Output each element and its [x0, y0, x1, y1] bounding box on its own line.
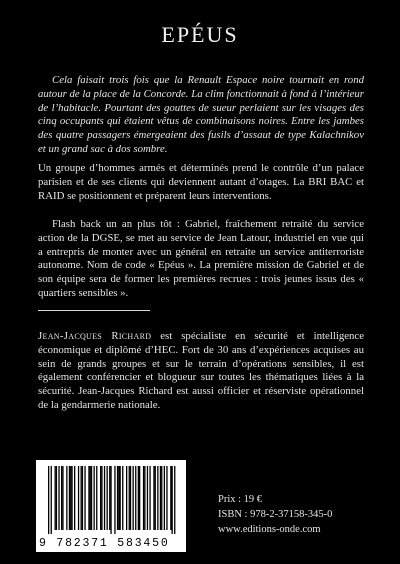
barcode-bar: [153, 466, 154, 530]
publisher-website: www.editions-onde.com: [218, 524, 321, 535]
barcode-bar: [78, 466, 79, 530]
intro-excerpt: Cela faisait trois fois que la Renault Espace noire tournait en rond autour de la place de la Concorde. La clim fonctionnait à fond à l’intérieur de l’habitacle. Pourtant des gouttes de sueur perlaient sur les visages des cinq occupants qui étaient vêtus de combinaisons noires. Entre les jambes des quatre passagers émergeaient des fusils d’assaut de type Kalachnikov et un grand sac à dos sombre.: [38, 74, 364, 155]
barcode-bar: [100, 466, 101, 530]
barcode-bar: [161, 466, 162, 530]
barcode-bar: [118, 466, 119, 530]
barcode-bar: [170, 466, 171, 530]
barcode-bar: [126, 466, 127, 530]
barcode-bar: [48, 466, 49, 534]
barcode-bar: [66, 466, 67, 530]
synopsis-paragraph-2: Flash back un an plus tôt : Gabriel, fraîchement retraité du service action de la DGSE, se met au service de Jean Latour, industriel en vue qui a entrepris de monter avec un général en retraite un service antiterroriste autonome. Nom de code « Epéus ». La première mission de Gabriel et de son équipe sera de former les premières recrues : trois jeunes issus des « quartiers sensibles ».: [38, 218, 364, 299]
barcode-bar: [104, 466, 105, 530]
barcode-bar: [157, 466, 158, 530]
book-title: EPÉUS: [161, 22, 239, 47]
barcode-bar: [160, 466, 161, 530]
barcode-bar: [82, 466, 83, 530]
barcode-bar: [139, 466, 140, 530]
barcode-bar: [55, 466, 56, 530]
barcode-digits: 9 782371 583450: [39, 537, 170, 550]
section-divider: [38, 310, 150, 311]
barcode-bar: [58, 466, 59, 530]
barcode-bar: [84, 466, 85, 530]
barcode-bar: [172, 466, 173, 534]
barcode-bar: [74, 466, 75, 530]
barcode-bar: [70, 466, 71, 530]
barcode-bar: [62, 466, 63, 530]
barcode-bar: [94, 466, 95, 530]
author-name: Jean-Jacques Richard: [38, 330, 152, 342]
barcode-bar: [109, 466, 110, 530]
barcode-bar: [138, 466, 139, 530]
barcode-bar: [164, 466, 165, 530]
price-label: Prix : 19 €: [218, 494, 263, 505]
barcode-bar: [122, 466, 123, 530]
publication-info: [218, 492, 332, 537]
barcode-bar: [51, 466, 52, 534]
barcode-bar: [147, 466, 148, 530]
isbn-label: ISBN : 978-2-37158-345-0: [218, 509, 333, 520]
barcode-bar: [130, 466, 131, 530]
barcode-bar: [71, 466, 72, 530]
barcode-bar: [61, 466, 62, 530]
barcode-bar: [149, 466, 150, 530]
barcode-bar: [129, 466, 130, 530]
barcode-bar: [110, 466, 111, 534]
barcode-bar: [56, 466, 57, 530]
barcode-bar: [135, 466, 136, 530]
barcode-bar: [117, 466, 118, 530]
barcode-bar: [96, 466, 97, 530]
barcode-bar: [144, 466, 145, 530]
barcode-bar: [174, 466, 175, 534]
barcode-bar: [91, 466, 92, 530]
synopsis-paragraph-1: Un groupe d’hommes armés et déterminés prend le contrôle d’un palace parisien et de ses clients qui deviennent autant d’otages. La BRI BAC et RAID se positionnent et préparent leurs interventions.: [38, 162, 364, 202]
barcode-bar: [88, 466, 89, 530]
barcode-bars: [36, 460, 186, 536]
author-bio: [38, 330, 364, 413]
barcode-bar: [69, 466, 70, 530]
barcode-bar: [143, 466, 144, 530]
barcode-bar: [120, 466, 121, 530]
barcode-bar: [133, 466, 134, 530]
barcode-bar: [81, 466, 82, 530]
barcode-bar: [166, 466, 167, 530]
barcode-bar: [107, 466, 108, 530]
barcode-bar: [101, 466, 102, 530]
barcode-bar: [155, 466, 156, 530]
author-bio-text: est spécialiste en sécurité et intelligence économique et diplômé d’HEC. Fort de 30 ans d’expériences acquises au sein de grands groupes et sur le terrain d’opérations sensibles, il est également conférencier et blogueur sur toutes les thématiques liées à la sécurité. Jean-Jacques Richard est aussi officier et réserviste opérationnel de la gendarmerie nationale.: [38, 330, 365, 411]
barcode-bar: [114, 466, 115, 534]
isbn-barcode: [36, 460, 186, 552]
barcode-bar: [90, 466, 91, 530]
